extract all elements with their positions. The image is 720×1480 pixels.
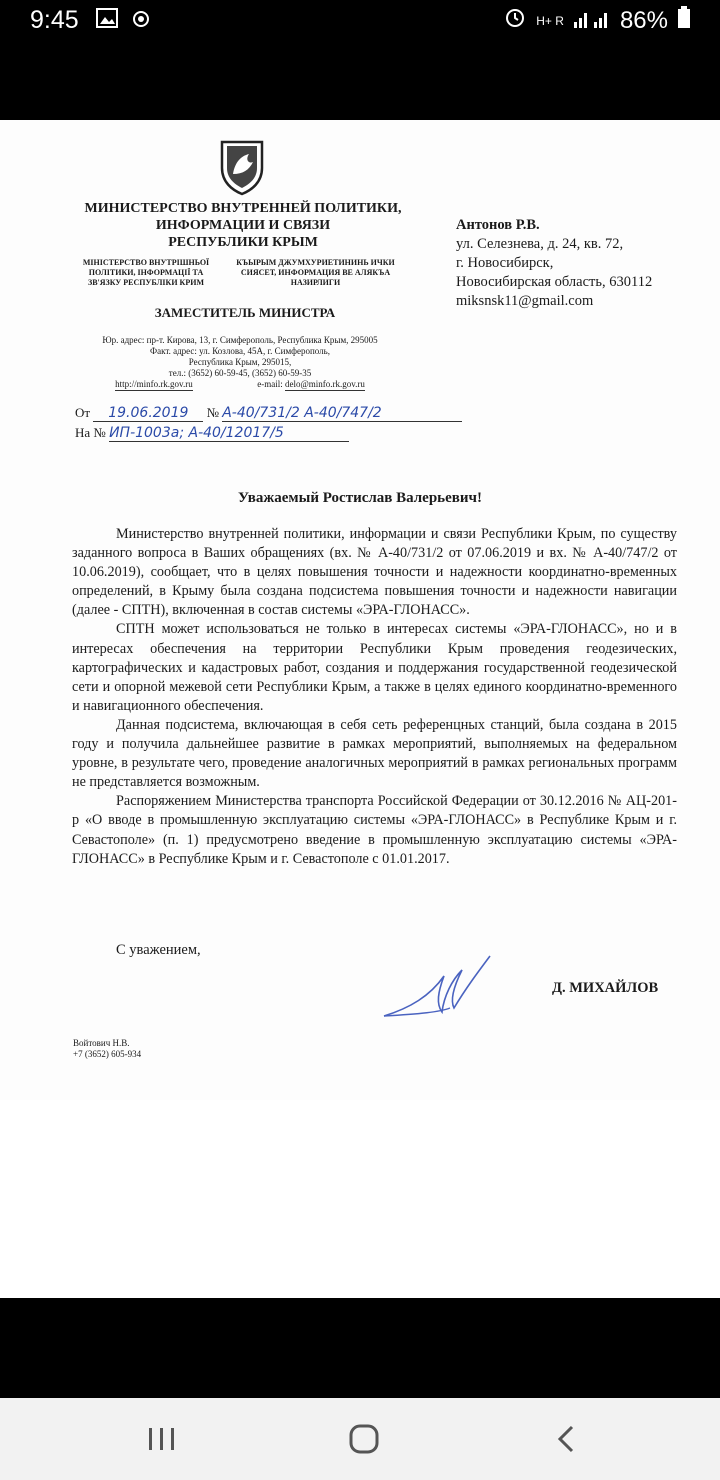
- from-label: От: [75, 405, 91, 420]
- ministry-name-crh: [228, 258, 403, 288]
- recipient-street: ул. Селезнева, д. 24, кв. 72,: [456, 236, 624, 252]
- letter-body: [72, 525, 677, 869]
- from-number: А-40/731/2 А-40/747/2: [222, 405, 462, 422]
- body-paragraph: СПТН может использоваться не только в интересах системы «ЭРА-ГЛОНАСС», но и в интересах обеспечения на территории Республики Крым проведения геодезических, картографических и кадастровых работ, создания и поддержания государственной геодезической сети и опорной межевой сети Республики Крым, а также в целях единого координатно-временного и навигационного обеспечения.: [72, 621, 677, 714]
- address-legal: Юр. адрес: пр-т. Кирова, 13, г. Симферополь, Республика Крым, 295005: [102, 335, 378, 345]
- settings-icon: [130, 8, 152, 35]
- network-type: H+ R: [536, 13, 564, 28]
- navigation-bar: [0, 1398, 720, 1480]
- contact-links: [70, 379, 410, 391]
- battery-icon: [678, 6, 690, 35]
- ministry-ua-line-1: МІНІСТЕРСТВО ВНУТРІШНЬОЇ: [82, 258, 210, 267]
- executor-block: [73, 1038, 141, 1060]
- body-paragraph: Данная подсистема, включающая в себя сеть референцных станций, была создана в 2015 году и получила дальнейшее развитие в рамках мероприятий, выполняемых на федеральном уровне, в результате чего, проведение аналогичных мероприятий в рамках региональных программ не представляется возможным.: [72, 716, 677, 791]
- status-bar: [0, 0, 720, 44]
- ministry-crh-line-2: СИЯСЕТ, ИНФОРМАЦИЯ ВЕ АЛЯКЪА: [240, 268, 391, 277]
- ministry-line-1: МИНИСТЕРСТВО ВНУТРЕННЕЙ ПОЛИТИКИ,: [84, 201, 402, 216]
- ministry-ua-line-2: ПОЛІТИКИ, ІНФОРМАЦІЇ ТА: [88, 268, 204, 277]
- image-viewer[interactable]: [0, 120, 720, 1298]
- deputy-minister-title: ЗАМЕСТИТЕЛЬ МИНИСТРА: [154, 305, 336, 320]
- email-link[interactable]: delo@minfo.rk.gov.ru: [284, 379, 365, 389]
- signer-name: Д. МИХАЙЛОВ: [552, 980, 659, 996]
- recipient-email: miksnsk11@gmail.com: [456, 293, 594, 309]
- reference-label: На №: [75, 425, 106, 440]
- status-right: [504, 6, 690, 35]
- home-icon: [348, 1423, 380, 1455]
- body-paragraph: Распоряжением Министерства транспорта Российской Федерации от 30.12.2016 № АЦ-201-р «О вводе в промышленную эксплуатацию системы «ЭРА-ГЛОНАСС» в Республике Крым и г. Севастополе» (п. 1) предусмотрено введение в промышленную эксплуатацию системы «ЭРА-ГЛОНАСС» в Республике Крым и г. Севастополе с 01.01.2017.: [72, 793, 677, 867]
- address-phone: тел.: (3652) 60-59-45, (3652) 60-59-35: [168, 368, 312, 378]
- letter-document: [0, 120, 720, 1100]
- ministry-name-ua: [76, 258, 216, 288]
- salutation: Уважаемый Ростислав Валерьевич!: [238, 490, 482, 506]
- outgoing-number-line: [75, 405, 495, 422]
- ministry-line-2: ИНФОРМАЦИИ И СВЯЗИ: [155, 218, 331, 233]
- battery-level: 86%: [619, 6, 668, 34]
- address-region: Республика Крым, 295015,: [188, 357, 292, 367]
- from-date: 19.06.2019: [93, 405, 203, 422]
- ministry-name: [78, 200, 408, 251]
- signal-icon: [574, 7, 610, 35]
- recipient-block: [456, 216, 706, 311]
- recent-apps-button[interactable]: [138, 1418, 186, 1460]
- body-paragraph: Министерство внутренней политики, информации и связи Республики Крым, по существу заданного вопроса в Ваших обращениях (вх. № А-40/731/2 от 07.06.2019 и вх. № А-40/747/2 от 10.06.2019), сообщает, что в целях повышения точности и надежности координатно-временных определений, в Крыму была создана подсистема повышения точности и надежности навигации (далее - СПТН), включенная в состав системы «ЭРА-ГЛОНАСС».: [72, 526, 677, 619]
- closing: С уважением,: [116, 942, 201, 958]
- ministry-ua-line-3: ЗВ'ЯЗКУ РЕСПУБЛІКИ КРИМ: [87, 278, 205, 287]
- number-label: №: [206, 405, 219, 420]
- signature-icon: [380, 950, 495, 1025]
- ministry-crh-line-1: КЪЫРЫМ ДЖУМХУРИЕТИНИНЬ ИЧКИ: [236, 258, 395, 267]
- back-chevron-icon: [554, 1424, 578, 1454]
- website-link[interactable]: http://minfo.rk.gov.ru: [115, 379, 193, 389]
- executor-phone: +7 (3652) 605-934: [73, 1049, 142, 1059]
- home-button[interactable]: [340, 1418, 388, 1460]
- alarm-icon: [504, 6, 526, 35]
- status-time: 9:45: [30, 6, 79, 34]
- executor-name: Войтович Н.В.: [73, 1038, 130, 1048]
- recent-apps-icon: [147, 1426, 177, 1452]
- back-button[interactable]: [542, 1418, 590, 1460]
- reference-number: ИП-1003а; А-40/12017/5: [109, 425, 349, 442]
- recipient-region: Новосибирская область, 630112: [456, 274, 653, 290]
- recipient-name: Антонов Р.В.: [456, 217, 540, 233]
- recipient-city: г. Новосибирск,: [456, 255, 554, 271]
- reference-number-line: [75, 425, 495, 442]
- ministry-crh-line-3: НАЗИРЛИГИ: [290, 278, 341, 287]
- email-label: e-mail:: [257, 379, 283, 389]
- ministry-line-3: РЕСПУБЛИКИ КРЫМ: [168, 235, 318, 250]
- ministry-address: [70, 335, 410, 391]
- crimea-emblem-icon: [219, 138, 265, 201]
- address-actual: Факт. адрес: ул. Козлова, 45А, г. Симферополь,: [149, 346, 331, 356]
- gallery-icon: [96, 8, 118, 33]
